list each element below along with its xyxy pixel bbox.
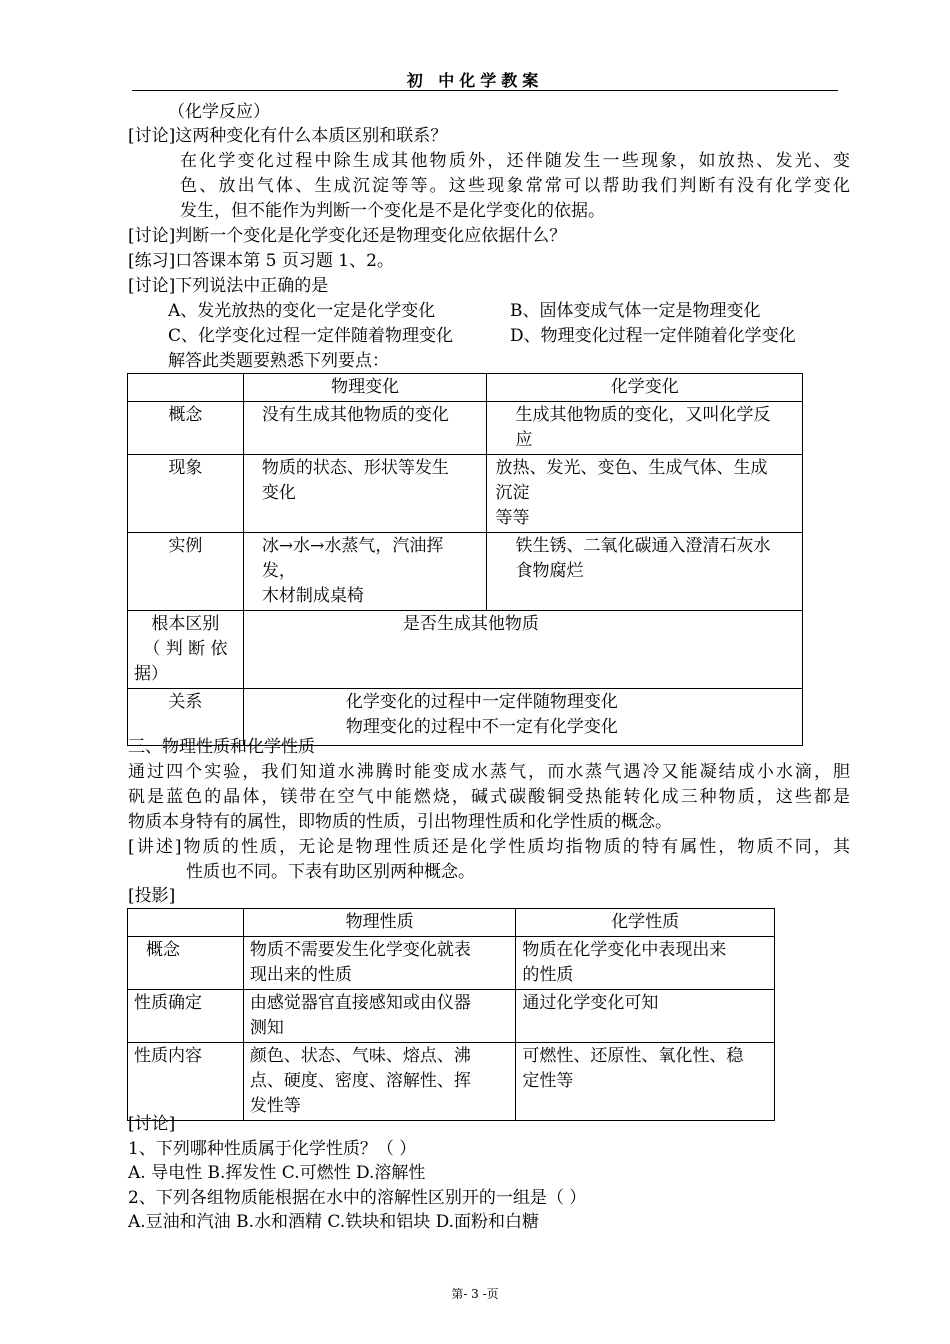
projection-label: [投影] <box>128 886 176 906</box>
page-header-title: 初 中化学教案 <box>406 71 544 90</box>
header-chemical-change: 化学变化 <box>487 374 803 402</box>
row-label-example: 实例 <box>128 533 244 611</box>
paragraph-line: 矾是蓝色的晶体，镁带在空气中能燃烧，碱式碳酸铜受热能转化成三种物质，这些都是 <box>128 787 850 807</box>
option-d: D、物理变化过程一定伴随着化学变化 <box>510 326 796 346</box>
question-1: 1、下列哪种性质属于化学性质？（ ） <box>128 1139 417 1159</box>
header-chemical-property: 化学性质 <box>516 909 775 937</box>
row-label-determination: 性质确定 <box>128 990 244 1043</box>
row-label-concept: 概念 <box>128 937 244 990</box>
change-comparison-table <box>127 373 803 746</box>
question-2: 2、下列各组物质能根据在水中的溶解性区别开的一组是（ ） <box>128 1188 587 1208</box>
header-physical-property: 物理性质 <box>243 909 516 937</box>
section-title: 三、物理性质和化学性质 <box>128 737 315 757</box>
option-b: B、固体变成气体一定是物理变化 <box>510 301 761 321</box>
paragraph-line: 物质本身特有的属性，即物质的性质，引出物理性质和化学性质的概念。 <box>128 812 672 832</box>
paragraph-line: 性质也不同。下表有助区别两种概念。 <box>186 862 475 882</box>
text-line: （化学反应） <box>168 102 270 122</box>
row-label-content: 性质内容 <box>128 1043 244 1121</box>
cell: 物质不需要发生化学变化就表 现出来的性质 <box>243 937 516 990</box>
text-line: 色、放出气体、生成沉淀等等。这些现象常常可以帮助我们判断有没有化学变化 <box>180 176 850 196</box>
question-1-options: A. 导电性 B.挥发性 C.可燃性 D.溶解性 <box>128 1163 426 1183</box>
text-line: [讨论]下列说法中正确的是 <box>128 276 329 296</box>
cell: 生成其他物质的变化，又叫化学反 应 <box>487 402 803 455</box>
header-rule <box>132 90 838 91</box>
row-label-relation: 关系 <box>128 689 244 746</box>
text-line: [练习]口答课本第 5 页习题 1、2。 <box>128 251 394 271</box>
cell: 物质的状态、形状等发生 变化 <box>243 455 487 533</box>
row-label-phenomenon: 现象 <box>128 455 244 533</box>
cell: 放热、发光、变色、生成气体、生成 沉淀 等等 <box>487 455 803 533</box>
page-number: 第- 3 -页 <box>451 1287 499 1301</box>
cell: 化学变化的过程中一定伴随物理变化 物理变化的过程中不一定有化学变化 <box>243 689 802 746</box>
paragraph-line: 通过四个实验，我们知道水沸腾时能变成水蒸气，而水蒸气遇冷又能凝结成小水滴，胆 <box>128 762 850 782</box>
question-2-options: A.豆油和汽油 B.水和酒精 C.铁块和铝块 D.面粉和白糖 <box>128 1212 540 1232</box>
text-line: 在化学变化过程中除生成其他物质外，还伴随发生一些现象，如放热、发光、变 <box>180 151 850 171</box>
text-line: 解答此类题要熟悉下列要点： <box>168 351 389 371</box>
paragraph-line: [讲述]物质的性质，无论是物理性质还是化学性质均指物质的特有属性，物质不同，其 <box>128 837 850 857</box>
cell: 通过化学变化可知 <box>516 990 775 1043</box>
text-line: 发生，但不能作为判断一个变化是不是化学变化的依据。 <box>180 201 605 221</box>
header-physical-change: 物理变化 <box>243 374 487 402</box>
text-line: [讨论]这两种变化有什么本质区别和联系？ <box>128 126 448 146</box>
cell: 没有生成其他物质的变化 <box>243 402 487 455</box>
cell: 铁生锈、二氧化碳通入澄清石灰水 食物腐烂 <box>487 533 803 611</box>
text-line: [讨论]判断一个变化是化学变化还是物理变化应依据什么？ <box>128 226 567 246</box>
cell: 物质在化学变化中表现出来 的性质 <box>516 937 775 990</box>
discussion-title: [讨论] <box>128 1114 176 1134</box>
property-comparison-table <box>127 908 775 1121</box>
cell: 是否生成其他物质 <box>243 611 802 689</box>
option-c: C、化学变化过程一定伴随着物理变化 <box>168 326 454 346</box>
cell: 由感觉器官直接感知或由仪器 测知 <box>243 990 516 1043</box>
row-label-basis: 根本区别 （ 判 断 依 据） <box>128 611 244 689</box>
cell: 颜色、状态、气味、熔点、沸 点、硬度、密度、溶解性、挥 发性等 <box>243 1043 516 1121</box>
row-label-concept: 概念 <box>128 402 244 455</box>
cell: 可燃性、还原性、氧化性、稳 定性等 <box>516 1043 775 1121</box>
option-a: A、发光放热的变化一定是化学变化 <box>168 301 436 321</box>
cell: 冰→水→水蒸气，汽油挥 发， 木材制成桌椅 <box>243 533 487 611</box>
